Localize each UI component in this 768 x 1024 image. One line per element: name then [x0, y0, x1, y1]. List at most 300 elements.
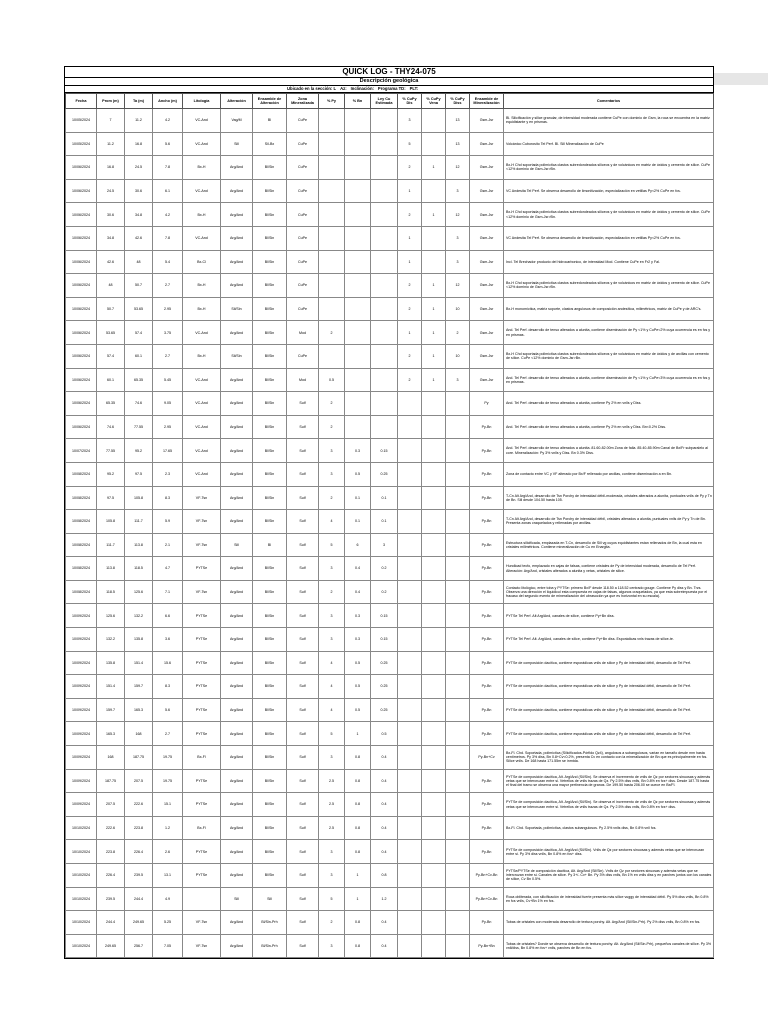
- table-cell: Arg/And: [221, 651, 253, 675]
- table-cell: [422, 604, 446, 628]
- table-cell: 151.4: [97, 675, 125, 699]
- table-cell: 8.3: [153, 675, 183, 699]
- table-cell: 4.9: [153, 887, 183, 911]
- table-cell: 0.3: [345, 628, 371, 652]
- table-row: [66, 510, 714, 534]
- table-cell: 249.65: [125, 911, 153, 935]
- comment-cell: PYTSe Tel Perf. Alt. Arg/And, canales de sílice, contiene Py+Bn diss. Esporádicas vnls trazas de sílice-te.: [504, 628, 714, 652]
- table-cell: 118.5: [97, 580, 125, 604]
- table-cell: [319, 274, 345, 298]
- table-cell: 10: [446, 297, 470, 321]
- table-cell: 1: [398, 321, 422, 345]
- table-cell: 0.25: [371, 698, 398, 722]
- table-cell: 111.7: [97, 533, 125, 557]
- column-header: Ancho (m): [153, 94, 183, 109]
- table-cell: Sulf: [287, 392, 319, 416]
- table-cell: 1: [398, 226, 422, 250]
- table-cell: 6.1: [153, 179, 183, 203]
- table-cell: 2.1: [153, 533, 183, 557]
- table-cell: 11.2: [125, 109, 153, 133]
- table-cell: Arg/And: [221, 722, 253, 746]
- table-cell: 16.8: [125, 132, 153, 156]
- table-cell: 2: [319, 321, 345, 345]
- table-cell: 7: [97, 109, 125, 133]
- table-cell: Bl/Sin-Prh: [253, 934, 287, 958]
- table-cell: [345, 179, 371, 203]
- table-cell: [446, 934, 470, 958]
- table-cell: Arg/And: [221, 179, 253, 203]
- table-cell: 2: [446, 321, 470, 345]
- table-cell: 10/05/2024: [66, 109, 97, 133]
- table-cell: CuPe: [287, 226, 319, 250]
- table-cell: [371, 344, 398, 368]
- table-cell: [422, 769, 446, 793]
- table-cell: Sil-Bx: [253, 132, 287, 156]
- table-cell: Arg/And: [221, 439, 253, 463]
- table-cell: 10/09/2024: [66, 651, 97, 675]
- table-cell: VC-And: [183, 462, 221, 486]
- table-cell: Py-Bn: [470, 533, 504, 557]
- table-cell: 0.2: [371, 557, 398, 581]
- table-cell: [446, 462, 470, 486]
- table-cell: [422, 887, 446, 911]
- table-cell: 30.6: [125, 179, 153, 203]
- table-cell: Arg/And: [221, 840, 253, 864]
- table-cell: Bl/Sin: [253, 226, 287, 250]
- table-cell: [345, 415, 371, 439]
- table-cell: Py-Bn: [470, 698, 504, 722]
- table-cell: Arg/And: [221, 557, 253, 581]
- table-cell: 3: [319, 462, 345, 486]
- table-cell: 0.8: [345, 840, 371, 864]
- table-cell: Sill: [221, 132, 253, 156]
- table-cell: [371, 250, 398, 274]
- comment-cell: PYTSe de composición dacítica, contiene esporádicas vnlls de sílice y Py de intensidad débil, desarrollo de Tel Perf.: [504, 698, 714, 722]
- table-cell: [422, 510, 446, 534]
- table-cell: Sulf: [287, 793, 319, 817]
- table-cell: Arg/And: [221, 604, 253, 628]
- table-cell: 159.7: [125, 675, 153, 699]
- table-cell: CuPe: [287, 156, 319, 180]
- table-cell: 0.2: [371, 580, 398, 604]
- table-cell: [345, 392, 371, 416]
- table-cell: 0.1: [345, 510, 371, 534]
- table-cell: [398, 415, 422, 439]
- table-cell: 3: [319, 628, 345, 652]
- table-cell: 1: [422, 297, 446, 321]
- table-cell: 3: [446, 368, 470, 392]
- comment-cell: Bx-Fl. Chd. Soportada, polimíctica, clastos subangulosos. Py 2.5% vnlls diss, Bn 0.8% vnll fcs.: [504, 816, 714, 840]
- table-cell: Py-Bn: [470, 510, 504, 534]
- comment-cell: Estructura silicificada, emplazada en T-Cn, desarrollo de Sill vg cuyos equidistantes estan rellenados de Bn, la cual esta en cristales milimétricos. Contiene mineralización de Cu en Enargita.: [504, 533, 714, 557]
- table-cell: [422, 722, 446, 746]
- table-cell: 0.1: [345, 486, 371, 510]
- table-row: [66, 439, 714, 463]
- table-row: [66, 934, 714, 958]
- table-cell: Bl/Sin: [253, 604, 287, 628]
- table-row: [66, 722, 714, 746]
- table-cell: [183, 887, 221, 911]
- table-cell: Arg/And: [221, 250, 253, 274]
- table-cell: VF-Tsn: [183, 934, 221, 958]
- table-cell: 15.6: [153, 651, 183, 675]
- table-cell: Sulf: [287, 651, 319, 675]
- table-cell: 34.8: [125, 203, 153, 227]
- table-cell: [398, 604, 422, 628]
- table-cell: [398, 816, 422, 840]
- table-cell: 135.8: [125, 628, 153, 652]
- table-cell: Sulf: [287, 557, 319, 581]
- table-cell: 0.4: [371, 769, 398, 793]
- table-cell: Bx-H: [183, 344, 221, 368]
- table-cell: 5.9: [153, 510, 183, 534]
- table-cell: [319, 132, 345, 156]
- table-cell: VC-And: [183, 415, 221, 439]
- table-row: [66, 321, 714, 345]
- column-header: % Bn: [345, 94, 371, 109]
- table-cell: 0.5: [345, 675, 371, 699]
- table-cell: [371, 109, 398, 133]
- table-cell: 4: [319, 675, 345, 699]
- table-cell: [398, 392, 422, 416]
- table-cell: 60.1: [97, 368, 125, 392]
- table-row: [66, 769, 714, 793]
- table-cell: [446, 675, 470, 699]
- table-cell: Py-Bn: [470, 651, 504, 675]
- table-cell: Py-Bn: [470, 439, 504, 463]
- table-cell: Bl/Sin: [253, 628, 287, 652]
- table-cell: Gsm-Jsr: [470, 179, 504, 203]
- table-cell: Sulf: [287, 675, 319, 699]
- table-cell: 135.8: [97, 651, 125, 675]
- table-cell: [319, 250, 345, 274]
- table-cell: [345, 109, 371, 133]
- table-cell: Arg/And: [221, 769, 253, 793]
- table-cell: Bl/Sin: [253, 864, 287, 888]
- table-row: [66, 793, 714, 817]
- table-row: [66, 226, 714, 250]
- table-cell: 2: [319, 392, 345, 416]
- table-cell: 1: [422, 274, 446, 298]
- table-cell: 12: [446, 156, 470, 180]
- table-cell: [446, 746, 470, 770]
- log-table: [65, 93, 714, 958]
- table-cell: 2.95: [153, 297, 183, 321]
- table-cell: 132.2: [125, 604, 153, 628]
- table-cell: [398, 486, 422, 510]
- table-cell: 1: [422, 344, 446, 368]
- table-row: [66, 816, 714, 840]
- table-cell: Bx-Cl: [183, 250, 221, 274]
- comment-cell: And. Tel Perf. desarrollo de tenso alterados a alunita, contiene Py 2% en vnlls y Diss.: [504, 392, 714, 416]
- table-cell: Sulf: [287, 816, 319, 840]
- table-cell: [371, 156, 398, 180]
- table-cell: 48: [97, 274, 125, 298]
- table-row: [66, 533, 714, 557]
- table-cell: Py-Bn+Cv-Bn: [470, 887, 504, 911]
- table-row: [66, 462, 714, 486]
- table-cell: [446, 793, 470, 817]
- table-cell: 6: [345, 533, 371, 557]
- comment-cell: Zona de contacto entre VC y VF alterado por Bx/F rellenado por arcillas, contiene diseminación a en Bn.: [504, 462, 714, 486]
- table-cell: [446, 698, 470, 722]
- table-cell: CuPe: [287, 274, 319, 298]
- table-cell: Bl/Sin-Prh: [253, 911, 287, 935]
- table-cell: [319, 156, 345, 180]
- table-cell: CuPe: [287, 250, 319, 274]
- table-cell: 57.4: [97, 344, 125, 368]
- table-cell: [422, 392, 446, 416]
- table-cell: 42.6: [125, 226, 153, 250]
- table-cell: Arg/And: [221, 911, 253, 935]
- table-cell: [422, 840, 446, 864]
- comment-cell: And. Tel Perf. desarrollo de tenso alterados a alunita, contiene diseminación de Py <1% y CuPe<3% cuya ocurrencia es en fcs y en prismas.: [504, 368, 714, 392]
- table-cell: 1: [422, 321, 446, 345]
- table-cell: 1: [345, 722, 371, 746]
- table-cell: 3: [319, 864, 345, 888]
- table-cell: [446, 415, 470, 439]
- table-cell: 10/06/2024: [66, 415, 97, 439]
- table-cell: Sulf: [287, 628, 319, 652]
- table-cell: 2: [398, 297, 422, 321]
- table-cell: 10/08/2024: [66, 533, 97, 557]
- table-cell: 10/08/2024: [66, 510, 97, 534]
- table-cell: 0.1: [371, 486, 398, 510]
- table-cell: PYTSe: [183, 864, 221, 888]
- table-cell: 5: [319, 533, 345, 557]
- table-cell: 5: [398, 132, 422, 156]
- table-cell: Sulf: [287, 746, 319, 770]
- table-cell: Bl: [253, 109, 287, 133]
- table-cell: 0.25: [371, 462, 398, 486]
- table-cell: [446, 557, 470, 581]
- table-cell: 24.5: [125, 156, 153, 180]
- table-cell: 113.8: [125, 533, 153, 557]
- table-cell: [446, 911, 470, 935]
- table-cell: Arg/And: [221, 510, 253, 534]
- table-cell: Arg/And: [221, 368, 253, 392]
- table-cell: [398, 934, 422, 958]
- table-cell: [422, 132, 446, 156]
- table-cell: Arg/And: [221, 203, 253, 227]
- table-cell: [371, 179, 398, 203]
- table-cell: 10/10/2024: [66, 934, 97, 958]
- table-cell: 10/06/2024: [66, 226, 97, 250]
- table-cell: Gsm-Jsr: [470, 321, 504, 345]
- table-cell: 2: [319, 580, 345, 604]
- table-cell: 13: [446, 132, 470, 156]
- table-cell: [371, 368, 398, 392]
- table-cell: 1: [398, 250, 422, 274]
- column-header: Prom (m): [97, 94, 125, 109]
- table-cell: 95.2: [125, 439, 153, 463]
- table-cell: Gsm-Jsr: [470, 109, 504, 133]
- table-cell: [345, 274, 371, 298]
- table-cell: 0.5: [371, 722, 398, 746]
- table-cell: 10/05/2024: [66, 132, 97, 156]
- comment-cell: PYTSe Tel Perf. Alt Arg/And, canales de sílice, contiene Py+Bn diss.: [504, 604, 714, 628]
- table-cell: 17.65: [153, 439, 183, 463]
- table-cell: 165.3: [125, 698, 153, 722]
- table-cell: 105.8: [97, 510, 125, 534]
- table-cell: Py-Bn+Bn: [470, 934, 504, 958]
- table-cell: 3: [319, 840, 345, 864]
- table-row: [66, 746, 714, 770]
- table-cell: 12: [446, 274, 470, 298]
- table-cell: [398, 628, 422, 652]
- table-cell: 74.6: [125, 392, 153, 416]
- table-row: [66, 297, 714, 321]
- comment-cell: Bx-H monomíctica, matriz soporte, clastos angulosos de composición andesítica, milimétricos, matriz de CuPe y de ARC's.: [504, 297, 714, 321]
- table-cell: 0.8: [345, 793, 371, 817]
- table-cell: PYTSe: [183, 698, 221, 722]
- comment-cell: Incl. Tel Brechador producto del hidrocarbonico, de intensidad Mod. Contiene CuPe en Fr2 y Fal.: [504, 250, 714, 274]
- table-cell: 0.4: [345, 580, 371, 604]
- table-cell: 10/10/2024: [66, 840, 97, 864]
- table-cell: 10/06/2024: [66, 321, 97, 345]
- table-cell: 222.6: [125, 793, 153, 817]
- table-cell: [446, 628, 470, 652]
- table-cell: 3.6: [153, 628, 183, 652]
- table-cell: 0.25: [371, 651, 398, 675]
- table-cell: [422, 793, 446, 817]
- table-row: [66, 392, 714, 416]
- table-cell: Py-Bn: [470, 816, 504, 840]
- table-cell: 0.4: [371, 911, 398, 935]
- table-cell: 0.15: [371, 604, 398, 628]
- table-cell: Py-Bn: [470, 722, 504, 746]
- table-row: [66, 368, 714, 392]
- table-cell: Arg/And: [221, 793, 253, 817]
- table-cell: 7.1: [153, 580, 183, 604]
- comment-cell: Bl. Silicificación y silice granular, de intensidad moderada contiene CuPe con dominio de Gsm, la roca se encuentra en la matriz equidistante y en prismas.: [504, 109, 714, 133]
- column-header: Alteración: [221, 94, 253, 109]
- table-cell: 53.65: [125, 297, 153, 321]
- table-cell: Bl/Sin: [253, 840, 287, 864]
- table-cell: Arg/And: [221, 226, 253, 250]
- table-cell: 57.4: [125, 321, 153, 345]
- table-cell: Bl/Sin: [253, 746, 287, 770]
- table-cell: Bl/Sin: [253, 179, 287, 203]
- meta-plt: PLT:: [409, 86, 419, 91]
- table-cell: 5: [319, 722, 345, 746]
- table-cell: 13: [446, 109, 470, 133]
- table-cell: Bl/Sin: [253, 344, 287, 368]
- table-cell: 4: [319, 651, 345, 675]
- table-cell: Gsm-Jsr: [470, 274, 504, 298]
- table-cell: [398, 462, 422, 486]
- table-cell: 10/09/2024: [66, 698, 97, 722]
- table-cell: Sulf: [287, 769, 319, 793]
- table-cell: Arg/And: [221, 392, 253, 416]
- comment-cell: PYTSe/PYTSe de composición dacítica, Alt. Arg/And (Sil/Sin). Vnlls de Qz por sectores sinuosas y además vetas que se intercruzan entre si. Canales de sílice. Py 3+/- Cv+ Bn. Py 3% diss vnlls, Bn 1% en vnlls diss y en parches juntos con los canales de sílice, Cv Bn 0.5%.: [504, 864, 714, 888]
- table-cell: [446, 439, 470, 463]
- column-header: Comentarios: [504, 94, 714, 109]
- table-cell: 48: [125, 250, 153, 274]
- table-cell: 97.5: [125, 462, 153, 486]
- table-cell: 34.8: [97, 226, 125, 250]
- table-cell: 5: [319, 887, 345, 911]
- table-cell: 0.3: [345, 439, 371, 463]
- table-cell: Sulf: [287, 911, 319, 935]
- table-cell: 4: [319, 510, 345, 534]
- meta-programa: Programa TD:: [377, 86, 406, 91]
- table-cell: [422, 250, 446, 274]
- comment-cell: Bx-H Chd soportada polimíctica clastos subredondeados silíceos y de volcánicos en matriz de óxidos y cemento de sílice. CuPe <12% dominio de Gsm-Jsr>Bn.: [504, 156, 714, 180]
- comment-cell: Roca obliterada, con silicificación de intensidad fuerte presenta más sílice vuggy de intensidad débil. Py 5% diss vnlls, Bn 0.8% en fcs vnlls, Cv+Bn 1% en fcs.: [504, 887, 714, 911]
- table-cell: [422, 226, 446, 250]
- table-cell: 65.35: [97, 392, 125, 416]
- table-cell: 159.7: [97, 698, 125, 722]
- table-cell: 0.5: [319, 368, 345, 392]
- table-cell: [446, 604, 470, 628]
- table-cell: Arg/And: [221, 698, 253, 722]
- table-cell: Bl/Sin: [253, 297, 287, 321]
- table-cell: [422, 675, 446, 699]
- column-header: Ley Cu Estimada: [371, 94, 398, 109]
- table-cell: 132.2: [97, 628, 125, 652]
- table-cell: 6.6: [153, 604, 183, 628]
- column-header: Ensamble de Mineralización: [470, 94, 504, 109]
- meta-row: [65, 86, 713, 93]
- table-cell: [422, 628, 446, 652]
- table-cell: 10/07/2024: [66, 439, 97, 463]
- page-title: QUICK LOG - THY24-075: [65, 67, 713, 78]
- table-cell: [398, 769, 422, 793]
- table-cell: 1.2: [153, 816, 183, 840]
- comment-cell: PYTSe de composición dacítica, Alt. Arg/And (Sil/Sin). Se observa el incremento de vnlls de Qz por sectores sinuosas y además vetas que se intercruzan entre si. Vetrellos de vnlls trazas de Qz. Py 2.5% diss vnlls, Bn 0.8% en fcs+ diss.: [504, 793, 714, 817]
- table-cell: [398, 911, 422, 935]
- table-cell: [371, 297, 398, 321]
- table-cell: 0.5: [345, 651, 371, 675]
- table-cell: 0.8: [345, 934, 371, 958]
- table-row: [66, 840, 714, 864]
- table-row: [66, 179, 714, 203]
- table-cell: Gsm-Jsr: [470, 132, 504, 156]
- table-cell: Py-Bn: [470, 462, 504, 486]
- table-cell: 226.4: [97, 864, 125, 888]
- section-subtitle: Descripción geológica: [65, 78, 713, 86]
- table-cell: Py-Bn: [470, 793, 504, 817]
- table-cell: 113.8: [97, 557, 125, 581]
- table-cell: [371, 203, 398, 227]
- table-cell: [446, 864, 470, 888]
- table-cell: Sil/Sin: [221, 344, 253, 368]
- table-cell: Arg/And: [221, 864, 253, 888]
- table-cell: [422, 109, 446, 133]
- table-cell: VF-Tsn: [183, 911, 221, 935]
- table-cell: 223.8: [125, 816, 153, 840]
- table-cell: 12: [446, 203, 470, 227]
- quick-log-sheet: [64, 66, 714, 959]
- table-cell: 97.5: [97, 486, 125, 510]
- table-cell: Bx-H: [183, 203, 221, 227]
- table-cell: 9.05: [153, 392, 183, 416]
- table-cell: 10/06/2024: [66, 297, 97, 321]
- table-cell: [398, 746, 422, 770]
- table-cell: 187.75: [125, 746, 153, 770]
- table-cell: [319, 226, 345, 250]
- table-cell: Gsm-Jsr: [470, 297, 504, 321]
- table-cell: 5.6: [153, 132, 183, 156]
- table-cell: Arg/And: [221, 415, 253, 439]
- table-cell: 10/09/2024: [66, 722, 97, 746]
- table-cell: Bl/Sin: [253, 816, 287, 840]
- table-cell: Bx-H: [183, 274, 221, 298]
- comment-cell: PYTSe de composición dacítica, Alt. Arg/And (Sil/Sin). Vnlls de Qz por sectores sinuosas y además vetas que se intercruzan entre si. Py 3% diss vnlls, Bn 0.8% en fcs+ diss.: [504, 840, 714, 864]
- table-cell: [422, 557, 446, 581]
- table-cell: Sulf: [287, 415, 319, 439]
